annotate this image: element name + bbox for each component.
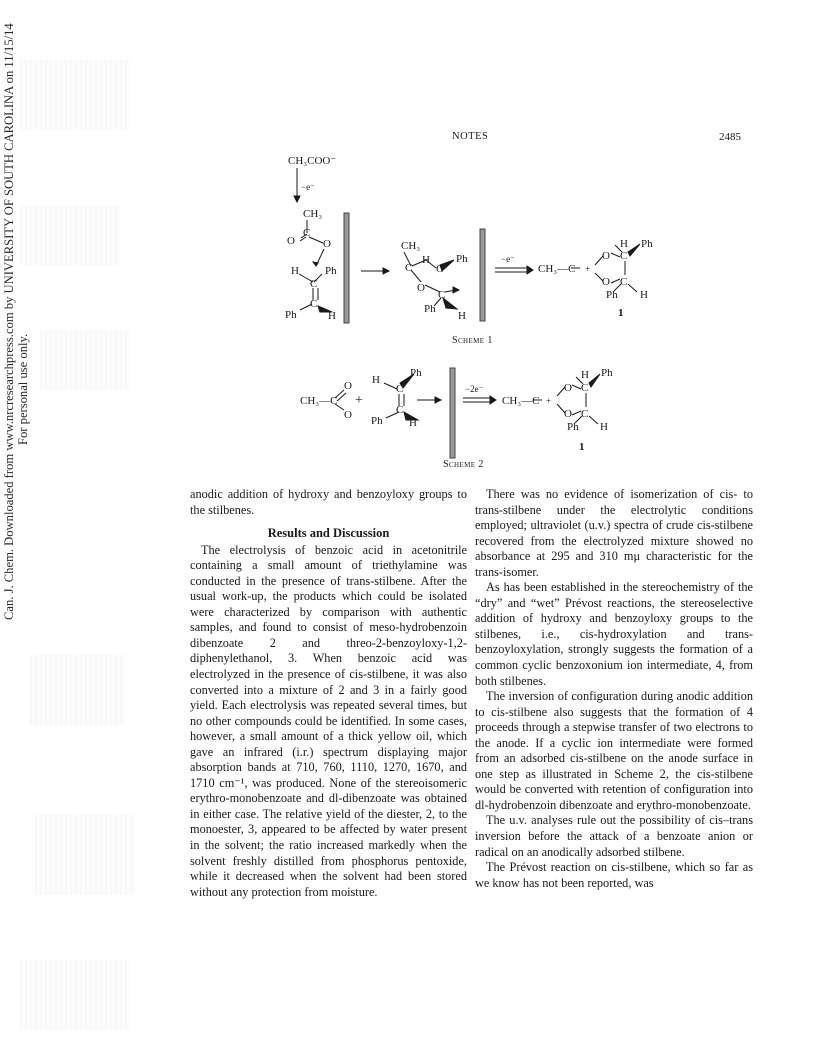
product-prefix: CH₃—C xyxy=(502,395,540,407)
arrow-electron-label: −e⁻ xyxy=(501,254,515,264)
compound-number: 1 xyxy=(579,441,585,453)
body-paragraph: The inversion of configuration during anodic addition to cis-stilbene also suggests that the formation of 4 proceeds through a stepwise transfer of two electrons to the anode. If a cyclic ion intermediate were formed from an adsorbed cis-stilbene on the anode surface in one step as illustrated in Scheme 2, the cis-stilbene would be converted with retention of configuration into dl-hydrobenzoin dibenzoate and erythro-monobenzoate. xyxy=(475,689,753,812)
atom-label: C xyxy=(310,278,318,290)
atom-label: C xyxy=(438,289,446,301)
atom-label: CH₃ xyxy=(303,208,323,220)
atom-label: O xyxy=(323,238,331,250)
section-heading: Results and Discussion xyxy=(267,526,390,541)
positive-charge: + xyxy=(546,396,552,406)
atom-label: O xyxy=(287,235,295,247)
atom-label: O xyxy=(564,408,572,420)
atom-label: C xyxy=(405,262,413,274)
atom-label: O xyxy=(417,282,425,294)
atom-label: C xyxy=(620,276,628,288)
atom-label: O xyxy=(602,250,610,262)
right-text-column xyxy=(475,487,753,891)
running-header: NOTES xyxy=(452,131,489,142)
atom-label: Ph xyxy=(641,238,653,250)
atom-label: C xyxy=(436,263,444,275)
atom-label: C xyxy=(620,250,628,262)
page-number: 2485 xyxy=(719,131,741,143)
atom-label: H xyxy=(458,310,466,322)
atom-label: H xyxy=(422,254,430,266)
reagent-acetate: CH₃COO⁻ xyxy=(288,155,337,167)
scheme-2-figure xyxy=(0,0,813,480)
scheme-2-caption: Scheme 2 xyxy=(443,459,484,470)
product-prefix: CH₃—C xyxy=(538,263,576,275)
atom-label: H xyxy=(409,417,417,429)
atom-label: C xyxy=(581,382,589,394)
left-text-column xyxy=(190,487,467,900)
atom-label: C xyxy=(396,404,404,416)
atom-label: Ph xyxy=(424,303,436,315)
atom-label: Ph xyxy=(325,265,337,277)
atom-label: C xyxy=(310,298,318,310)
atom-label: H xyxy=(328,310,336,322)
atom-label: C xyxy=(581,408,589,420)
atom-label: Ph xyxy=(601,367,613,379)
atom-label: H xyxy=(581,369,589,381)
atom-label: H xyxy=(600,421,608,433)
body-paragraph: anodic addition of hydroxy and benzoyloxy groups to the stilbenes. xyxy=(190,487,467,517)
reactant-acyl: CH₃—C xyxy=(300,395,338,407)
watermark-line: For personal use only. xyxy=(16,333,30,445)
body-paragraph: As has been established in the stereochemistry of the “dry” and “wet” Prévost reactions, the stereoselective addition of hydroxy and benzoyloxy groups to the stilbenes, i.e., cis-hydroxylation and trans-benzoyloxylation, strongly suggests the formation of a common cyclic benzoxonium ion intermediate, 4, from both stilbenes. xyxy=(475,580,753,688)
body-paragraph: The Prévost reaction on cis-stilbene, which so far as we know has not been reported, was xyxy=(475,860,753,890)
atom-label: Ph xyxy=(567,421,579,433)
body-paragraph: The u.v. analyses rule out the possibility of cis–trans inversion before the attack of a benzoate anion or radical on an anodically adsorbed stilbene. xyxy=(475,813,753,859)
atom-label: H xyxy=(372,374,380,386)
scan-artifact xyxy=(30,655,125,725)
scan-artifact xyxy=(20,960,130,1030)
body-paragraph: There was no evidence of isomerization of cis- to trans-stilbene under the electrolytic conditions employed; ultraviolet (u.v.) spectra of crude cis-stilbene recovered from the electrolyzed mixture showed no absorbance at 295 and 310 mμ characteristic for the trans-isomer. xyxy=(475,487,753,579)
atom-label: H xyxy=(640,289,648,301)
body-paragraph: The electrolysis of benzoic acid in acetonitrile containing a small amount of triethylamine was conducted in the presence of trans-stilbene. After the usual work-up, the products which could be isolated were characterized by comparison with authentic samples, and found to consist of meso-hydrobenzoin dibenzoate 2 and threo-2-benzoyloxy-1,2-diphenylethanol, 3. When benzoic acid was electrolyzed in the presence of cis-stilbene, it was also converted into a mixture of 2 and 3 in a fairly good yield. Each electrolysis was repeated several times, but no other compounds could be identified. In some cases, however, a small amount of a thick yellow oil, which gave an infrared (i.r.) spectrum displaying major absorption bands at 710, 760, 1110, 1270, 1670, and 1710 cm⁻¹, was produced. None of the stereoisomeric erythro-monobenzoate and dl-dibenzoate was obtained in either case. The relative yield of the diester, 2, to the monoester, 3, appeared to be affected by water present in the solvent; the ratio increased markedly when the solvent freshly distilled from phosphorus pentoxide, while it decreased when the solvent had been stored without any protection from moisture. xyxy=(190,542,467,899)
atom-label: C xyxy=(396,383,404,395)
atom-label: O xyxy=(344,409,352,421)
arrow-electron-label: −2e⁻ xyxy=(465,384,484,394)
atom-label: H xyxy=(620,238,628,250)
plus-sign: + xyxy=(355,393,363,408)
atom-label: H xyxy=(291,265,299,277)
electron-loss-label: −e⁻ xyxy=(301,182,315,192)
atom-label: Ph xyxy=(285,309,297,321)
scheme-1-caption: Scheme 1 xyxy=(452,335,493,346)
compound-number: 1 xyxy=(618,307,624,319)
atom-label: CH₃ xyxy=(401,240,421,252)
atom-label: Ph xyxy=(456,253,468,265)
atom-label: O xyxy=(602,276,610,288)
positive-charge: + xyxy=(585,264,591,274)
atom-label: Ph xyxy=(606,289,618,301)
scan-artifact xyxy=(35,815,135,895)
atom-label: C xyxy=(303,227,311,239)
atom-label: Ph xyxy=(410,367,422,379)
watermark-line: Can. J. Chem. Downloaded from www.nrcresearchpress.com by UNIVERSITY OF SOUTH CAROLINA on 11/15/14 xyxy=(2,23,16,620)
atom-label: Ph xyxy=(371,415,383,427)
atom-label: O xyxy=(564,382,572,394)
atom-label: O xyxy=(344,380,352,392)
